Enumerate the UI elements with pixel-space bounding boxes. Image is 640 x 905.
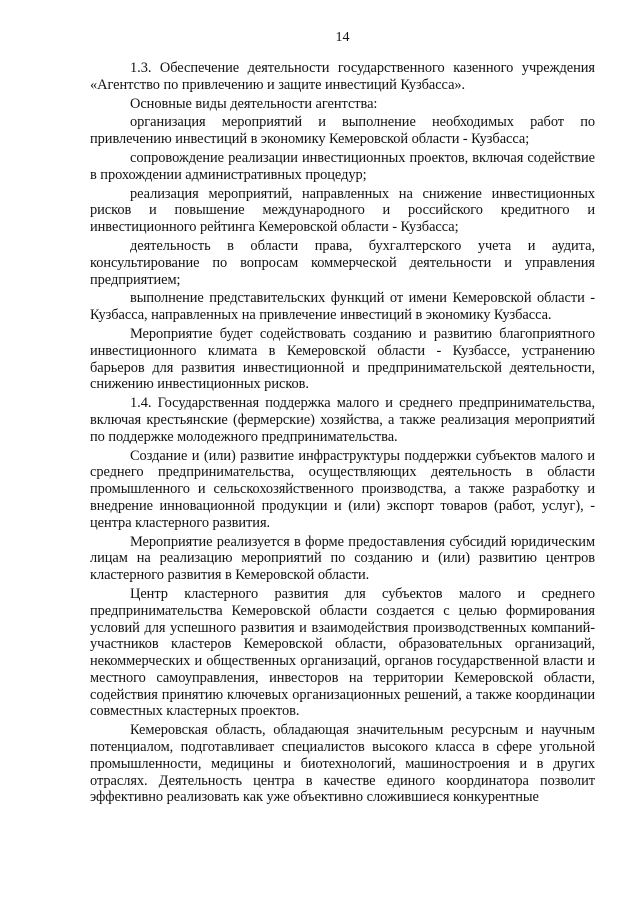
paragraph-activity-law-accounting: деятельность в области права, бухгалтерского учета и аудита, консультирование по вопросам коммерческой деятельности и управления предприятием;	[90, 237, 595, 288]
paragraph-cluster-center: Центр кластерного развития для субъектов малого и среднего предпринимательства Кемеровской области создается с целью формирования условий для успешного развития и взаимодействия производственных компаний-участников кластеров Кемеровской области, образовательных организаций, некоммерческих и общественных организаций, органов государственной власти и местного самоуправления, инвесторов на территории Кемеровской области, содействия принятию ключевых организационных решений, а также координации совместных кластерных проектов.	[90, 585, 595, 720]
page-number: 14	[335, 30, 350, 45]
paragraph-activities-intro: Основные виды деятельности агентства:	[130, 95, 378, 112]
paragraph-measure-effect: Мероприятие будет содействовать созданию и развитию благоприятного инвестиционного климата в Кемеровской области - Кузбассе, устранению барьеров для развития инвестиционной и предпринимательской деятельности, снижению инвестиционных рисков.	[90, 325, 595, 393]
paragraph-1-4-heading: 1.4. Государственная поддержка малого и среднего предпринимательства, включая крестьянские (фермерские) хозяйства, а также реализация мероприятий по поддержке молодежного предпринимательства.	[90, 395, 595, 445]
paragraph-1-3-heading: 1.3. Обеспечение деятельности государственного казенного учреждения «Агентство по привлечению и защите инвестиций Кузбасса».	[90, 60, 595, 93]
paragraph-infrastructure: Создание и (или) развитие инфраструктуры поддержки субъектов малого и среднего предпринимательства, осуществляющих деятельность в области промышленного и сельскохозяйственного производства, а также разработку и внедрение инновационной продукции и (или) экспорт товаров (работ, услуг), - центра кластерного развития.	[90, 447, 595, 531]
paragraph-activity-risk-reduction: реализация мероприятий, направленных на снижение инвестиционных рисков и повышение международного и российского кредитного и инвестиционного рейтинга Кемеровской области - Кузбасса;	[90, 185, 595, 236]
paragraph-subsidies: Мероприятие реализуется в форме предоставления субсидий юридическим лицам на реализацию мероприятий по созданию и (или) развитию центров кластерного развития в Кемеровской области.	[90, 533, 595, 584]
paragraph-activity-representation: выполнение представительских функций от имени Кемеровской области - Кузбасса, направленных на привлечение инвестиций в экономику Кузбасса.	[90, 290, 595, 324]
paragraph-activity-support: сопровождение реализации инвестиционных проектов, включая содействие в прохождении административных процедур;	[90, 149, 595, 183]
paragraph-kemerovo-potential: Кемеровская область, обладающая значительным ресурсным и научным потенциалом, подготавливает специалистов высокого класса в сфере угольной промышленности, медицины и биотехнологий, машиностроения и в других отраслях. Деятельность центра в качестве единого координатора позволит эффективно реализовать как уже объективно сложившиеся конкурентные	[90, 722, 595, 806]
paragraph-activity-organization: организация мероприятий и выполнение необходимых работ по привлечению инвестиций в экономику Кемеровской области - Кузбасса;	[90, 114, 595, 148]
document-page	[90, 30, 595, 808]
